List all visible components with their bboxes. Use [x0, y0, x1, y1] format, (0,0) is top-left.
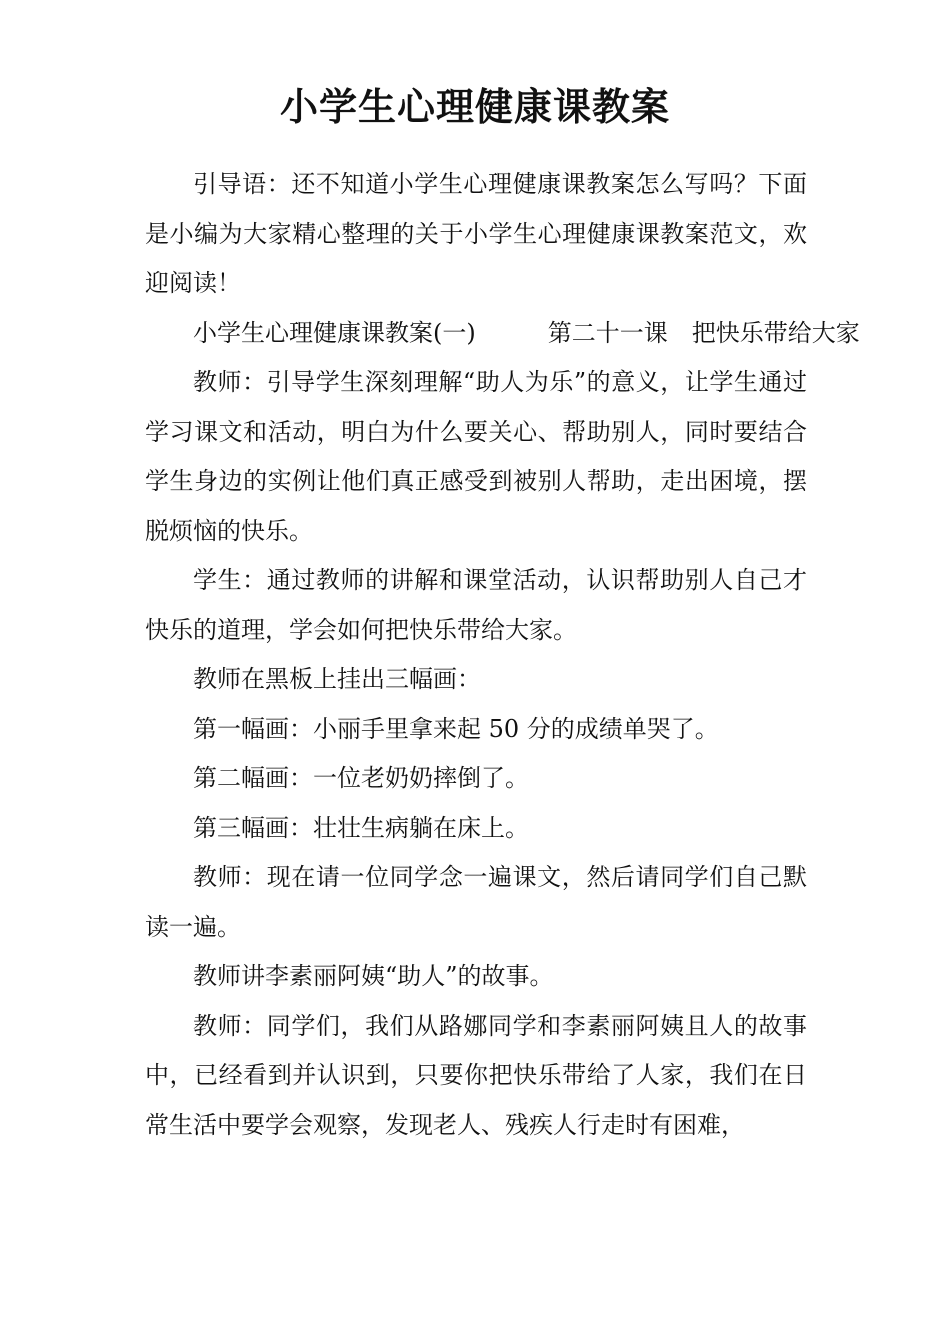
paragraph-blackboard: 教师在黑板上挂出三幅画：: [193, 665, 481, 693]
paragraph-teacher-goal: 教师：引导学生深刻理解“助人为乐”的意义，让学生通过学习课文和活动，明白为什么要关心、帮助别人，同时要结合学生身边的实例让他们真正感受到被别人帮助，走出困境，摆脱烦恼的快乐。: [145, 368, 807, 545]
paragraph-student-goal: 学生：通过教师的讲解和课堂活动，认识帮助别人自己才快乐的道理，学会如何把快乐带给大家。: [145, 566, 807, 644]
paragraph-lesson-heading: 小学生心理健康课教案(一) 第二十一课 把快乐带给大家: [193, 318, 860, 347]
paragraph-intro: 引导语：还不知道小学生心理健康课教案怎么写吗？下面是小编为大家精心整理的关于小学生心理健康课教案范文，欢迎阅读！: [145, 170, 807, 297]
paragraph-reading: 教师：现在请一位同学念一遍课文，然后请同学们自己默读一遍。: [145, 863, 807, 941]
paragraph-discussion: 教师：同学们，我们从路娜同学和李素丽阿姨且人的故事中，已经看到并认识到，只要你把快乐带给了人家，我们在日常生活中要学会观察，发现老人、残疾人行走时有困难，: [145, 1011, 807, 1139]
paragraph-picture-one: 第一幅画：小丽手里拿来起 50 分的成绩单哭了。: [193, 714, 719, 743]
document-body: [145, 160, 860, 1150]
paragraph-story: 教师讲李素丽阿姨“助人”的故事。: [193, 962, 554, 990]
paragraph-picture-three: 第三幅画：壮壮生病躺在床上。: [193, 813, 529, 842]
document-title: 小学生心理健康课教案: [279, 84, 670, 129]
paragraph-picture-two: 第二幅画：一位老奶奶摔倒了。: [193, 764, 529, 792]
